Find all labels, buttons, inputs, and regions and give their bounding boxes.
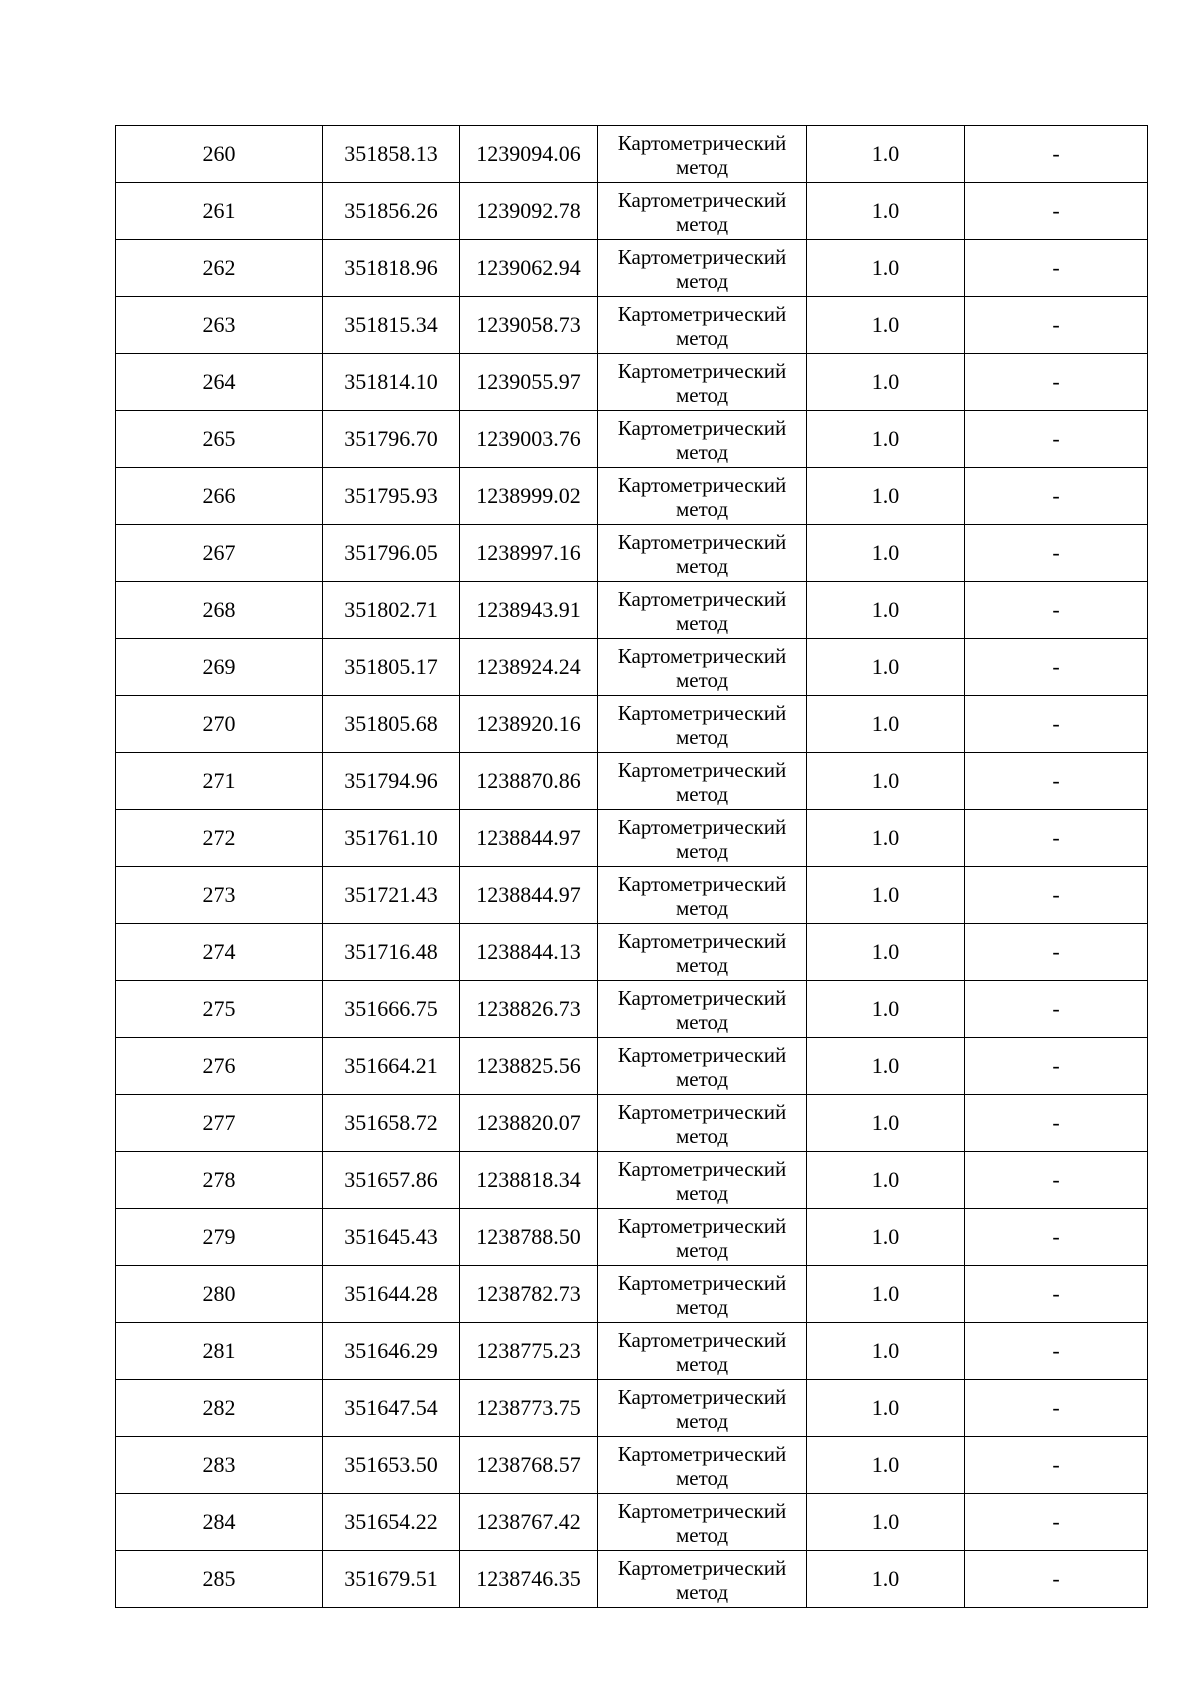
table-row: [116, 297, 1148, 354]
method-cell: [598, 696, 807, 753]
table-row: [116, 867, 1148, 924]
x-coordinate-cell: 351796.05: [323, 525, 460, 582]
y-coordinate-cell: 1238943.91: [460, 582, 598, 639]
accuracy-cell: 1.0: [807, 1095, 965, 1152]
point-number-cell: 264: [116, 354, 323, 411]
accuracy-cell: 1.0: [807, 1380, 965, 1437]
x-coordinate-cell: 351805.17: [323, 639, 460, 696]
method-cell: [598, 183, 807, 240]
method-text-line1: Картометрический: [617, 1556, 787, 1580]
x-coordinate-cell: 351658.72: [323, 1095, 460, 1152]
y-coordinate-cell: 1239094.06: [460, 126, 598, 183]
accuracy-cell: 1.0: [807, 810, 965, 867]
method-text-line2: метод: [675, 896, 729, 920]
point-number-cell: 265: [116, 411, 323, 468]
method-cell: [598, 1152, 807, 1209]
point-number-cell: 266: [116, 468, 323, 525]
note-cell: -: [965, 1152, 1148, 1209]
point-number-cell: 260: [116, 126, 323, 183]
accuracy-cell: 1.0: [807, 525, 965, 582]
x-coordinate-cell: 351814.10: [323, 354, 460, 411]
point-number-cell: 276: [116, 1038, 323, 1095]
method-text-line2: метод: [675, 1010, 729, 1034]
note-cell: -: [965, 639, 1148, 696]
x-coordinate-cell: 351802.71: [323, 582, 460, 639]
method-text-line1: Картометрический: [617, 587, 787, 611]
method-text-line2: метод: [675, 497, 729, 521]
x-coordinate-cell: 351657.86: [323, 1152, 460, 1209]
note-cell: -: [965, 1038, 1148, 1095]
accuracy-cell: 1.0: [807, 1437, 965, 1494]
x-coordinate-cell: 351716.48: [323, 924, 460, 981]
method-text-line1: Картометрический: [617, 416, 787, 440]
y-coordinate-cell: 1238767.42: [460, 1494, 598, 1551]
table-row: [116, 183, 1148, 240]
table-row: [116, 240, 1148, 297]
method-cell: [598, 1209, 807, 1266]
x-coordinate-cell: 351644.28: [323, 1266, 460, 1323]
y-coordinate-cell: 1239055.97: [460, 354, 598, 411]
table-row: [116, 1323, 1148, 1380]
y-coordinate-cell: 1239062.94: [460, 240, 598, 297]
y-coordinate-cell: 1238924.24: [460, 639, 598, 696]
method-text-line2: метод: [675, 155, 729, 179]
note-cell: -: [965, 924, 1148, 981]
table-row: [116, 1152, 1148, 1209]
method-text-line1: Картометрический: [617, 644, 787, 668]
method-text-line1: Картометрический: [617, 758, 787, 782]
method-cell: [598, 525, 807, 582]
point-number-cell: 274: [116, 924, 323, 981]
accuracy-cell: 1.0: [807, 1494, 965, 1551]
note-cell: -: [965, 468, 1148, 525]
method-text-line2: метод: [675, 668, 729, 692]
method-text-line2: метод: [675, 326, 729, 350]
table-row: [116, 924, 1148, 981]
table-row: [116, 126, 1148, 183]
note-cell: -: [965, 1494, 1148, 1551]
x-coordinate-cell: 351647.54: [323, 1380, 460, 1437]
coordinates-table-body: [116, 126, 1148, 1608]
y-coordinate-cell: 1238999.02: [460, 468, 598, 525]
table-row: [116, 354, 1148, 411]
note-cell: -: [965, 981, 1148, 1038]
accuracy-cell: 1.0: [807, 639, 965, 696]
method-cell: [598, 981, 807, 1038]
method-cell: [598, 753, 807, 810]
y-coordinate-cell: 1239092.78: [460, 183, 598, 240]
y-coordinate-cell: 1238844.97: [460, 810, 598, 867]
method-cell: [598, 1323, 807, 1380]
x-coordinate-cell: 351646.29: [323, 1323, 460, 1380]
accuracy-cell: 1.0: [807, 468, 965, 525]
note-cell: -: [965, 1323, 1148, 1380]
point-number-cell: 263: [116, 297, 323, 354]
accuracy-cell: 1.0: [807, 924, 965, 981]
point-number-cell: 283: [116, 1437, 323, 1494]
method-text-line1: Картометрический: [617, 302, 787, 326]
table-row: [116, 411, 1148, 468]
point-number-cell: 284: [116, 1494, 323, 1551]
accuracy-cell: 1.0: [807, 1323, 965, 1380]
method-text-line2: метод: [675, 1466, 729, 1490]
note-cell: -: [965, 183, 1148, 240]
point-number-cell: 268: [116, 582, 323, 639]
accuracy-cell: 1.0: [807, 1266, 965, 1323]
y-coordinate-cell: 1239003.76: [460, 411, 598, 468]
accuracy-cell: 1.0: [807, 411, 965, 468]
method-text-line1: Картометрический: [617, 245, 787, 269]
table-row: [116, 1266, 1148, 1323]
method-text-line2: метод: [675, 1352, 729, 1376]
x-coordinate-cell: 351794.96: [323, 753, 460, 810]
note-cell: -: [965, 582, 1148, 639]
point-number-cell: 279: [116, 1209, 323, 1266]
table-row: [116, 1209, 1148, 1266]
y-coordinate-cell: 1238826.73: [460, 981, 598, 1038]
note-cell: -: [965, 696, 1148, 753]
table-row: [116, 525, 1148, 582]
method-text-line1: Картометрический: [617, 872, 787, 896]
y-coordinate-cell: 1238997.16: [460, 525, 598, 582]
note-cell: -: [965, 1437, 1148, 1494]
method-text-line1: Картометрический: [617, 530, 787, 554]
x-coordinate-cell: 351858.13: [323, 126, 460, 183]
point-number-cell: 261: [116, 183, 323, 240]
y-coordinate-cell: 1238870.86: [460, 753, 598, 810]
method-text-line1: Картометрический: [617, 131, 787, 155]
method-cell: [598, 126, 807, 183]
x-coordinate-cell: 351654.22: [323, 1494, 460, 1551]
method-text-line2: метод: [675, 440, 729, 464]
method-text-line2: метод: [675, 953, 729, 977]
x-coordinate-cell: 351795.93: [323, 468, 460, 525]
method-text-line2: метод: [675, 1067, 729, 1091]
method-cell: [598, 1266, 807, 1323]
x-coordinate-cell: 351664.21: [323, 1038, 460, 1095]
x-coordinate-cell: 351856.26: [323, 183, 460, 240]
method-text-line1: Картометрический: [617, 1499, 787, 1523]
accuracy-cell: 1.0: [807, 126, 965, 183]
method-cell: [598, 411, 807, 468]
method-text-line2: метод: [675, 1124, 729, 1148]
method-cell: [598, 297, 807, 354]
accuracy-cell: 1.0: [807, 1551, 965, 1608]
method-text-line2: метод: [675, 1181, 729, 1205]
y-coordinate-cell: 1239058.73: [460, 297, 598, 354]
y-coordinate-cell: 1238844.97: [460, 867, 598, 924]
method-text-line1: Картометрический: [617, 359, 787, 383]
y-coordinate-cell: 1238920.16: [460, 696, 598, 753]
x-coordinate-cell: 351805.68: [323, 696, 460, 753]
accuracy-cell: 1.0: [807, 753, 965, 810]
method-text-line1: Картометрический: [617, 1271, 787, 1295]
x-coordinate-cell: 351818.96: [323, 240, 460, 297]
method-text-line1: Картометрический: [617, 473, 787, 497]
note-cell: -: [965, 354, 1148, 411]
accuracy-cell: 1.0: [807, 867, 965, 924]
x-coordinate-cell: 351679.51: [323, 1551, 460, 1608]
accuracy-cell: 1.0: [807, 1038, 965, 1095]
point-number-cell: 273: [116, 867, 323, 924]
method-cell: [598, 240, 807, 297]
point-number-cell: 271: [116, 753, 323, 810]
point-number-cell: 262: [116, 240, 323, 297]
point-number-cell: 282: [116, 1380, 323, 1437]
y-coordinate-cell: 1238775.23: [460, 1323, 598, 1380]
method-cell: [598, 867, 807, 924]
x-coordinate-cell: 351761.10: [323, 810, 460, 867]
method-cell: [598, 924, 807, 981]
x-coordinate-cell: 351645.43: [323, 1209, 460, 1266]
method-cell: [598, 1551, 807, 1608]
method-cell: [598, 1437, 807, 1494]
table-row: [116, 582, 1148, 639]
note-cell: -: [965, 810, 1148, 867]
accuracy-cell: 1.0: [807, 183, 965, 240]
point-number-cell: 281: [116, 1323, 323, 1380]
method-text-line1: Картометрический: [617, 1157, 787, 1181]
point-number-cell: 270: [116, 696, 323, 753]
method-text-line1: Картометрический: [617, 986, 787, 1010]
y-coordinate-cell: 1238844.13: [460, 924, 598, 981]
method-text-line2: метод: [675, 839, 729, 863]
method-text-line1: Картометрический: [617, 1385, 787, 1409]
note-cell: -: [965, 297, 1148, 354]
y-coordinate-cell: 1238773.75: [460, 1380, 598, 1437]
table-row: [116, 1551, 1148, 1608]
point-number-cell: 272: [116, 810, 323, 867]
method-text-line2: метод: [675, 554, 729, 578]
method-cell: [598, 639, 807, 696]
point-number-cell: 280: [116, 1266, 323, 1323]
accuracy-cell: 1.0: [807, 582, 965, 639]
method-text-line2: метод: [675, 383, 729, 407]
method-text-line2: метод: [675, 1523, 729, 1547]
y-coordinate-cell: 1238825.56: [460, 1038, 598, 1095]
accuracy-cell: 1.0: [807, 240, 965, 297]
note-cell: -: [965, 126, 1148, 183]
method-text-line1: Картометрический: [617, 1214, 787, 1238]
method-text-line1: Картометрический: [617, 929, 787, 953]
method-cell: [598, 810, 807, 867]
method-text-line2: метод: [675, 782, 729, 806]
method-text-line1: Картометрический: [617, 1442, 787, 1466]
table-row: [116, 639, 1148, 696]
y-coordinate-cell: 1238820.07: [460, 1095, 598, 1152]
point-number-cell: 269: [116, 639, 323, 696]
coordinates-table: [115, 125, 1148, 1608]
method-cell: [598, 1380, 807, 1437]
table-row: [116, 696, 1148, 753]
method-text-line1: Картометрический: [617, 1328, 787, 1352]
y-coordinate-cell: 1238782.73: [460, 1266, 598, 1323]
note-cell: -: [965, 240, 1148, 297]
method-cell: [598, 582, 807, 639]
method-cell: [598, 1095, 807, 1152]
note-cell: -: [965, 1209, 1148, 1266]
method-text-line1: Картометрический: [617, 701, 787, 725]
accuracy-cell: 1.0: [807, 1152, 965, 1209]
table-row: [116, 981, 1148, 1038]
note-cell: -: [965, 1380, 1148, 1437]
method-text-line1: Картометрический: [617, 1100, 787, 1124]
accuracy-cell: 1.0: [807, 297, 965, 354]
method-text-line2: метод: [675, 611, 729, 635]
method-cell: [598, 354, 807, 411]
y-coordinate-cell: 1238788.50: [460, 1209, 598, 1266]
note-cell: -: [965, 1551, 1148, 1608]
table-row: [116, 1437, 1148, 1494]
method-text-line1: Картометрический: [617, 188, 787, 212]
method-text-line1: Картометрический: [617, 1043, 787, 1067]
method-text-line2: метод: [675, 1580, 729, 1604]
point-number-cell: 277: [116, 1095, 323, 1152]
accuracy-cell: 1.0: [807, 696, 965, 753]
table-row: [116, 1095, 1148, 1152]
note-cell: -: [965, 411, 1148, 468]
table-row: [116, 1494, 1148, 1551]
x-coordinate-cell: 351815.34: [323, 297, 460, 354]
x-coordinate-cell: 351721.43: [323, 867, 460, 924]
method-text-line2: метод: [675, 212, 729, 236]
point-number-cell: 275: [116, 981, 323, 1038]
note-cell: -: [965, 1266, 1148, 1323]
method-cell: [598, 468, 807, 525]
point-number-cell: 278: [116, 1152, 323, 1209]
note-cell: -: [965, 867, 1148, 924]
y-coordinate-cell: 1238818.34: [460, 1152, 598, 1209]
accuracy-cell: 1.0: [807, 354, 965, 411]
table-row: [116, 810, 1148, 867]
method-text-line1: Картометрический: [617, 815, 787, 839]
y-coordinate-cell: 1238768.57: [460, 1437, 598, 1494]
note-cell: -: [965, 753, 1148, 810]
point-number-cell: 267: [116, 525, 323, 582]
table-row: [116, 1038, 1148, 1095]
point-number-cell: 285: [116, 1551, 323, 1608]
table-row: [116, 753, 1148, 810]
x-coordinate-cell: 351666.75: [323, 981, 460, 1038]
x-coordinate-cell: 351796.70: [323, 411, 460, 468]
accuracy-cell: 1.0: [807, 981, 965, 1038]
method-text-line2: метод: [675, 1238, 729, 1262]
x-coordinate-cell: 351653.50: [323, 1437, 460, 1494]
method-text-line2: метод: [675, 1295, 729, 1319]
method-text-line2: метод: [675, 1409, 729, 1433]
accuracy-cell: 1.0: [807, 1209, 965, 1266]
method-text-line2: метод: [675, 269, 729, 293]
method-text-line2: метод: [675, 725, 729, 749]
method-cell: [598, 1038, 807, 1095]
method-cell: [598, 1494, 807, 1551]
y-coordinate-cell: 1238746.35: [460, 1551, 598, 1608]
table-row: [116, 468, 1148, 525]
note-cell: -: [965, 525, 1148, 582]
note-cell: -: [965, 1095, 1148, 1152]
table-row: [116, 1380, 1148, 1437]
